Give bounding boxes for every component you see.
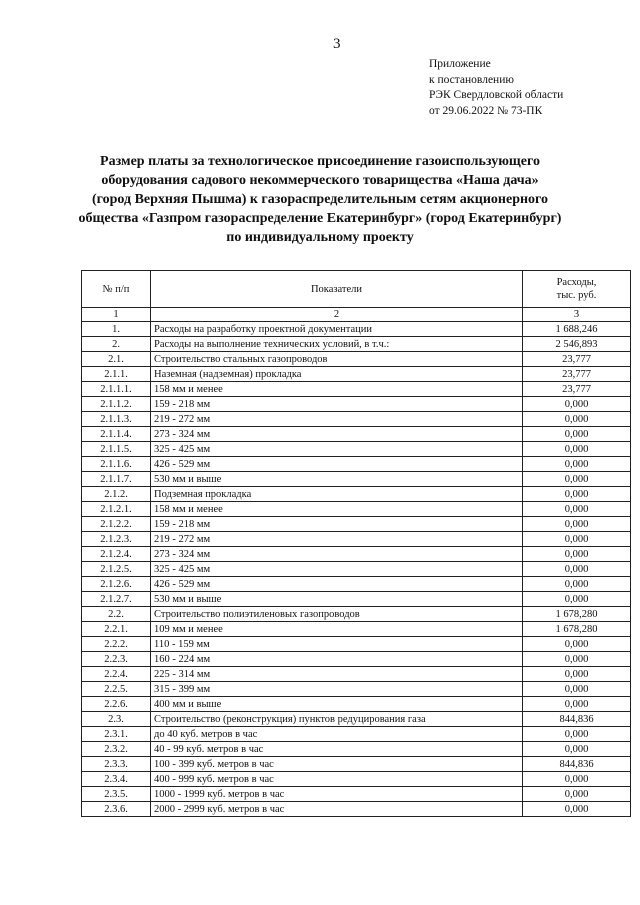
table-row <box>82 367 631 382</box>
row-number: 2.1.1.5. <box>82 442 151 457</box>
row-value: 23,777 <box>523 352 631 367</box>
table-row <box>82 547 631 562</box>
row-number: 2.1.1.2. <box>82 397 151 412</box>
row-indicator: Расходы на выполнение технических условий, в т.ч.: <box>151 337 523 352</box>
row-number: 2.1.1.7. <box>82 472 151 487</box>
table-row <box>82 517 631 532</box>
row-indicator: 426 - 529 мм <box>151 457 523 472</box>
title-line: общества «Газпром газораспределение Екатеринбург» (город Екатеринбург) <box>78 211 562 226</box>
row-value: 0,000 <box>523 772 631 787</box>
table-row <box>82 562 631 577</box>
row-indicator: Наземная (надземная) прокладка <box>151 367 523 382</box>
row-value: 0,000 <box>523 562 631 577</box>
row-number: 2.1.1.1. <box>82 382 151 397</box>
appendix-line: РЭК Свердловской области <box>429 89 564 101</box>
row-value: 0,000 <box>523 787 631 802</box>
title-line: оборудования садового некоммерческого товарищества «Наша дача» <box>101 173 539 188</box>
row-number: 2.1.1.3. <box>82 412 151 427</box>
row-value: 0,000 <box>523 637 631 652</box>
table-row <box>82 652 631 667</box>
row-number: 2.3.1. <box>82 727 151 742</box>
row-indicator: 219 - 272 мм <box>151 412 523 427</box>
row-value: 23,777 <box>523 367 631 382</box>
row-number: 2.2.1. <box>82 622 151 637</box>
header-value-line: тыс. руб. <box>556 290 597 301</box>
row-indicator: 325 - 425 мм <box>151 562 523 577</box>
header-num: № п/п <box>82 271 151 308</box>
table-row <box>82 397 631 412</box>
column-index: 3 <box>523 308 631 322</box>
row-value: 0,000 <box>523 682 631 697</box>
row-indicator: 2000 - 2999 куб. метров в час <box>151 802 523 817</box>
row-value: 0,000 <box>523 397 631 412</box>
row-number: 2.1.2. <box>82 487 151 502</box>
table-row <box>82 532 631 547</box>
row-value: 0,000 <box>523 547 631 562</box>
row-indicator: 100 - 399 куб. метров в час <box>151 757 523 772</box>
row-indicator: 158 мм и менее <box>151 502 523 517</box>
row-value: 844,836 <box>523 712 631 727</box>
row-number: 2.1.2.4. <box>82 547 151 562</box>
row-indicator: 426 - 529 мм <box>151 577 523 592</box>
row-value: 0,000 <box>523 802 631 817</box>
row-number: 2.3.3. <box>82 757 151 772</box>
row-value: 0,000 <box>523 742 631 757</box>
fees-table <box>81 270 631 817</box>
row-value: 1 688,246 <box>523 322 631 337</box>
table-row <box>82 622 631 637</box>
row-indicator: 225 - 314 мм <box>151 667 523 682</box>
row-number: 2.1.1.6. <box>82 457 151 472</box>
row-value: 0,000 <box>523 577 631 592</box>
row-value: 0,000 <box>523 412 631 427</box>
title-line: (город Верхняя Пышма) к газораспределительным сетям акционерного <box>91 192 549 207</box>
row-indicator: Расходы на разработку проектной документации <box>151 322 523 337</box>
row-number: 2.3. <box>82 712 151 727</box>
row-value: 0,000 <box>523 457 631 472</box>
table-row <box>82 682 631 697</box>
table-row <box>82 712 631 727</box>
row-value: 2 546,893 <box>523 337 631 352</box>
table-row <box>82 772 631 787</box>
row-number: 2.3.2. <box>82 742 151 757</box>
row-value: 0,000 <box>523 427 631 442</box>
row-value: 0,000 <box>523 487 631 502</box>
table-row <box>82 802 631 817</box>
table-row <box>82 667 631 682</box>
row-indicator: 40 - 99 куб. метров в час <box>151 742 523 757</box>
row-indicator: 400 - 999 куб. метров в час <box>151 772 523 787</box>
row-value: 0,000 <box>523 442 631 457</box>
row-number: 2. <box>82 337 151 352</box>
row-number: 2.3.4. <box>82 772 151 787</box>
column-index: 2 <box>151 308 523 322</box>
row-indicator: Подземная прокладка <box>151 487 523 502</box>
row-indicator: 273 - 324 мм <box>151 547 523 562</box>
row-value: 0,000 <box>523 667 631 682</box>
row-indicator: 530 мм и выше <box>151 472 523 487</box>
row-number: 2.1.2.5. <box>82 562 151 577</box>
table-row <box>82 592 631 607</box>
row-indicator: 159 - 218 мм <box>151 517 523 532</box>
row-value: 0,000 <box>523 592 631 607</box>
row-indicator: 219 - 272 мм <box>151 532 523 547</box>
table-row <box>82 457 631 472</box>
row-number: 2.1. <box>82 352 151 367</box>
row-number: 2.1.1.4. <box>82 427 151 442</box>
table-row <box>82 742 631 757</box>
title-line: по индивидуальному проекту <box>226 230 414 245</box>
title-line: Размер платы за технологическое присоединение газоиспользующего <box>100 154 540 169</box>
table-row <box>82 487 631 502</box>
document-title <box>70 152 570 247</box>
row-number: 2.1.2.7. <box>82 592 151 607</box>
row-number: 2.2.4. <box>82 667 151 682</box>
row-value: 0,000 <box>523 472 631 487</box>
row-indicator: 530 мм и выше <box>151 592 523 607</box>
row-value: 23,777 <box>523 382 631 397</box>
row-indicator: 160 - 224 мм <box>151 652 523 667</box>
row-indicator: Строительство (реконструкция) пунктов редуцирования газа <box>151 712 523 727</box>
table-row <box>82 322 631 337</box>
appendix-line: к постановлению <box>429 73 514 86</box>
row-number: 2.2. <box>82 607 151 622</box>
table-row <box>82 637 631 652</box>
row-number: 2.1.1. <box>82 367 151 382</box>
row-number: 1. <box>82 322 151 337</box>
header-name: Показатели <box>151 271 523 308</box>
row-value: 0,000 <box>523 697 631 712</box>
row-number: 2.3.5. <box>82 787 151 802</box>
table-row <box>82 382 631 397</box>
row-indicator: 159 - 218 мм <box>151 397 523 412</box>
row-value: 1 678,280 <box>523 607 631 622</box>
table-row <box>82 472 631 487</box>
row-indicator: 400 мм и выше <box>151 697 523 712</box>
table-row <box>82 787 631 802</box>
row-indicator: 158 мм и менее <box>151 382 523 397</box>
row-number: 2.1.2.6. <box>82 577 151 592</box>
row-number: 2.1.2.2. <box>82 517 151 532</box>
row-indicator: 1000 - 1999 куб. метров в час <box>151 787 523 802</box>
table-row <box>82 607 631 622</box>
row-indicator: до 40 куб. метров в час <box>151 727 523 742</box>
row-indicator: Строительство стальных газопроводов <box>151 352 523 367</box>
table-row <box>82 427 631 442</box>
row-indicator: 315 - 399 мм <box>151 682 523 697</box>
header-value-line: Расходы, <box>556 277 597 288</box>
table-row <box>82 757 631 772</box>
row-indicator: 110 - 159 мм <box>151 637 523 652</box>
table-row <box>82 337 631 352</box>
appendix-note <box>429 57 563 119</box>
row-value: 844,836 <box>523 757 631 772</box>
row-indicator: 109 мм и менее <box>151 622 523 637</box>
table-header-row <box>82 271 631 308</box>
column-index-row <box>82 308 631 322</box>
table-row <box>82 352 631 367</box>
row-number: 2.2.5. <box>82 682 151 697</box>
appendix-line: от 29.06.2022 № 73-ПК <box>429 104 543 117</box>
row-indicator: 325 - 425 мм <box>151 442 523 457</box>
column-index: 1 <box>82 308 151 322</box>
table-row <box>82 442 631 457</box>
table-row <box>82 697 631 712</box>
row-value: 0,000 <box>523 652 631 667</box>
table-row <box>82 727 631 742</box>
row-indicator: Строительство полиэтиленовых газопроводов <box>151 607 523 622</box>
row-value: 0,000 <box>523 532 631 547</box>
table-row <box>82 577 631 592</box>
row-number: 2.1.2.3. <box>82 532 151 547</box>
appendix-line: Приложение <box>429 58 491 70</box>
row-value: 0,000 <box>523 502 631 517</box>
row-value: 0,000 <box>523 727 631 742</box>
table-row <box>82 412 631 427</box>
row-value: 0,000 <box>523 517 631 532</box>
row-number: 2.1.2.1. <box>82 502 151 517</box>
page-number: 3 <box>333 36 341 52</box>
row-value: 1 678,280 <box>523 622 631 637</box>
row-number: 2.2.3. <box>82 652 151 667</box>
row-indicator: 273 - 324 мм <box>151 427 523 442</box>
header-value <box>523 271 631 308</box>
row-number: 2.2.2. <box>82 637 151 652</box>
row-number: 2.3.6. <box>82 802 151 817</box>
row-number: 2.2.6. <box>82 697 151 712</box>
table-row <box>82 502 631 517</box>
